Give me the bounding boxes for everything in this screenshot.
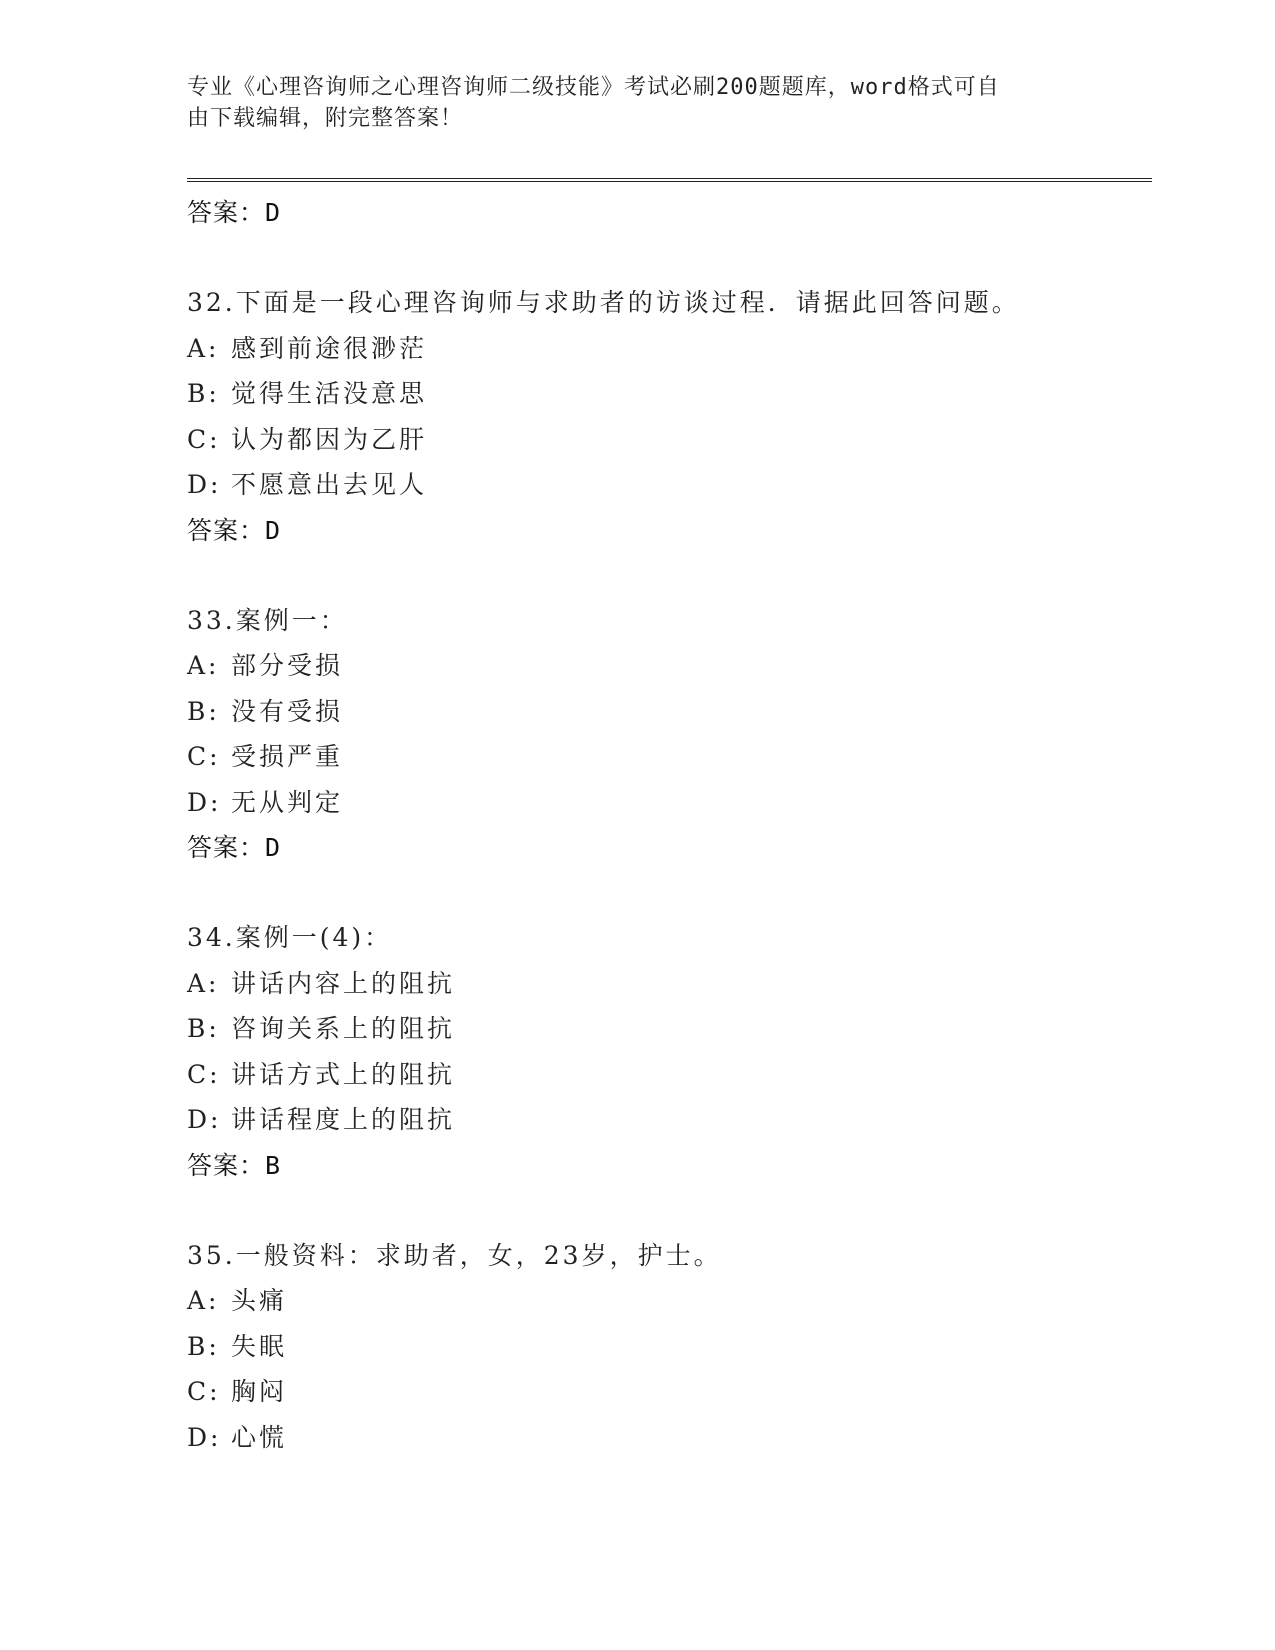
option-d <box>187 1415 1147 1461</box>
option-key: A: <box>187 1286 220 1315</box>
option-b <box>187 689 1147 735</box>
option-key: C: <box>187 1377 221 1406</box>
option-text: 讲话方式上的阻抗 <box>231 1059 456 1089</box>
header-divider <box>187 178 1152 182</box>
option-text: 胸闷 <box>231 1377 288 1406</box>
option-a <box>187 643 1147 689</box>
option-key: A: <box>187 333 220 363</box>
question-34 <box>187 915 1147 1188</box>
question-text: 34.案例一(4)： <box>187 923 393 952</box>
question-text: 32.下面是一段心理咨询师与求助者的访谈过程．请据此回答问题。 <box>187 288 1020 317</box>
option-text: 感到前途很渺茫 <box>231 333 428 363</box>
option-key: D: <box>187 470 222 499</box>
option-text: 部分受损 <box>231 651 344 680</box>
option-text: 咨询关系上的阻抗 <box>231 1014 456 1043</box>
option-text: 讲话程度上的阻抗 <box>231 1105 456 1134</box>
option-a <box>187 326 1147 372</box>
option-c <box>187 417 1147 463</box>
option-b <box>187 371 1147 417</box>
option-key: D: <box>187 787 222 817</box>
answer-prev-question: 答案：D <box>187 198 282 227</box>
option-d <box>187 780 1147 826</box>
option-key: C: <box>187 424 221 454</box>
option-text: 不愿意出去见人 <box>231 470 428 499</box>
option-key: D: <box>187 1422 222 1452</box>
header-line-2: 由下载编辑，附完整答案！ <box>187 106 464 131</box>
page-header <box>187 72 1067 134</box>
header-line-1: 专业《心理咨询师之心理咨询师二级技能》考试必刷200题题库，word格式可自 <box>187 75 1000 100</box>
option-text: 讲话内容上的阻抗 <box>231 968 456 998</box>
option-key: A: <box>187 651 220 680</box>
option-key: B: <box>187 696 220 726</box>
question-text: 35.一般资料：求助者，女，23岁，护士。 <box>187 1240 722 1270</box>
option-text: 失眠 <box>231 1331 288 1361</box>
question-32 <box>187 280 1147 553</box>
answer-label: 答案：B <box>187 1150 282 1180</box>
option-key: B: <box>187 1014 220 1043</box>
option-d <box>187 1097 1147 1143</box>
option-text: 无从判定 <box>231 787 344 817</box>
option-c <box>187 1369 1147 1415</box>
option-key: B: <box>187 379 220 408</box>
answer-label: 答案：D <box>187 515 282 545</box>
option-text: 没有受损 <box>231 696 344 726</box>
option-d <box>187 462 1147 508</box>
option-text: 头痛 <box>231 1286 288 1315</box>
option-a <box>187 1278 1147 1324</box>
question-text: 33.案例一： <box>187 605 348 635</box>
option-key: C: <box>187 1059 221 1089</box>
option-key: A: <box>187 968 220 998</box>
option-b <box>187 1006 1147 1052</box>
question-35 <box>187 1233 1147 1461</box>
option-text: 觉得生活没意思 <box>231 379 428 408</box>
option-text: 受损严重 <box>231 742 344 771</box>
option-a <box>187 961 1147 1007</box>
option-key: D: <box>187 1105 222 1134</box>
option-c <box>187 734 1147 780</box>
answer-label: 答案：D <box>187 833 282 862</box>
option-key: C: <box>187 742 221 771</box>
option-c <box>187 1052 1147 1098</box>
option-text: 心慌 <box>231 1422 288 1452</box>
option-key: B: <box>187 1331 220 1361</box>
option-text: 认为都因为乙肝 <box>231 424 428 454</box>
option-b <box>187 1324 1147 1370</box>
question-33 <box>187 598 1147 871</box>
question-list <box>187 190 1147 1460</box>
